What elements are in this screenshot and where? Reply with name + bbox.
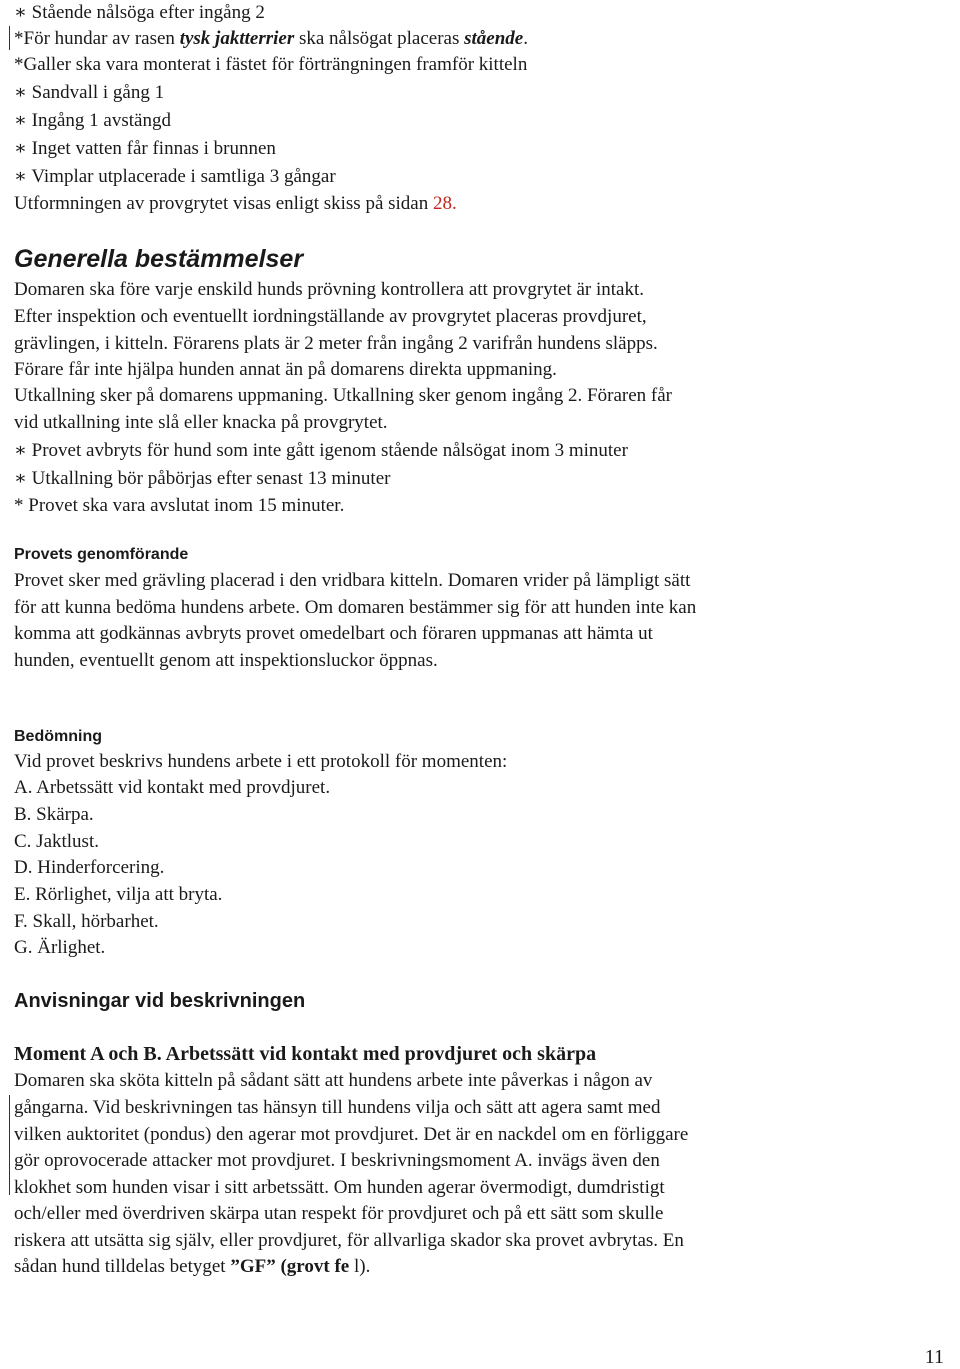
paragraph-line: gör oprovocerade attacker mot provdjuret. I beskrivningsmoment A. invägs även den xyxy=(14,1150,660,1171)
section-heading-instructions: Anvisningar vid beskrivningen xyxy=(14,990,306,1012)
subsection-heading: Moment A och B. Arbetssätt vid kontakt med provdjuret och skärpa xyxy=(14,1043,597,1065)
list-item: C. Jaktlust. xyxy=(14,831,99,852)
list-item: *Galler ska vara monterat i fästet för förträngningen framför kitteln xyxy=(14,54,528,75)
paragraph-line: för att kunna bedöma hundens arbete. Om domaren bestämmer sig för att hunden inte kan xyxy=(14,597,697,618)
list-item: A. Arbetssätt vid kontakt med provdjuret. xyxy=(14,777,331,798)
paragraph-line: Utformningen av provgrytet visas enligt skiss på sidan 28. xyxy=(14,193,457,214)
paragraph-line: grävlingen, i kitteln. Förarens plats är 2 meter från ingång 2 varifrån hundens släpps. xyxy=(14,333,658,354)
paragraph-line: Utkallning sker på domarens uppmaning. Utkallning sker genom ingång 2. Föraren får xyxy=(14,385,672,406)
paragraph-line: Efter inspektion och eventuellt iordningställande av provgrytet placeras provdjuret, xyxy=(14,306,647,327)
emphasis-standing: stående xyxy=(464,28,524,49)
paragraph-line: Vid provet beskrivs hundens arbete i ett protokoll för momenten: xyxy=(14,751,508,772)
list-item: * Provet ska vara avslutat inom 15 minuter. xyxy=(14,495,345,516)
paragraph-line: sådan hund tilldelas betyget ”GF” (grovt fe l). xyxy=(14,1256,371,1277)
change-bar-top xyxy=(9,26,10,50)
paragraph-line: Domaren ska före varje enskild hunds prövning kontrollera att provgrytet är intakt. xyxy=(14,279,644,300)
paragraph-line: och/eller med överdriven skärpa utan respekt för provdjuret och på ett sätt som skulle xyxy=(14,1203,664,1224)
page-reference-link[interactable]: 28. xyxy=(433,193,457,214)
paragraph-line: vid utkallning inte slå eller knacka på provgrytet. xyxy=(14,412,388,433)
list-item: B. Skärpa. xyxy=(14,804,94,825)
section-heading-execution: Provets genomförande xyxy=(14,546,189,563)
section-heading-general: Generella bestämmelser xyxy=(14,245,304,273)
paragraph-line: gångarna. Vid beskrivningen tas hänsyn till hundens vilja och sätt att agera samt med xyxy=(14,1097,661,1118)
list-item: ∗ Stående nålsöga efter ingång 2 xyxy=(14,2,265,23)
paragraph-line: Domaren ska sköta kitteln på sådant sätt att hundens arbete inte påverkas i någon av xyxy=(14,1070,653,1091)
list-item: E. Rörlighet, vilja att bryta. xyxy=(14,884,223,905)
change-bar-bottom xyxy=(9,1095,10,1195)
list-item: ∗ Provet avbryts för hund som inte gått igenom stående nålsögat inom 3 minuter xyxy=(14,440,628,461)
list-item: G. Ärlighet. xyxy=(14,937,106,958)
page-number: 11 xyxy=(924,1346,944,1368)
list-item: ∗ Ingång 1 avstängd xyxy=(14,110,171,131)
list-item: *För hundar av rasen tysk jaktterrier ska nålsögat placeras stående. xyxy=(14,28,528,49)
section-heading-assessment: Bedömning xyxy=(14,728,102,745)
list-item: ∗ Utkallning bör påbörjas efter senast 13 minuter xyxy=(14,468,391,489)
list-item: D. Hinderforcering. xyxy=(14,857,165,878)
list-item: ∗ Sandvall i gång 1 xyxy=(14,82,165,103)
list-item: ∗ Vimplar utplacerade i samtliga 3 gångar xyxy=(14,166,336,187)
paragraph-line: vilken auktoritet (pondus) den agerar mot provdjuret. Det är en nackdel om en förliggare xyxy=(14,1124,689,1145)
paragraph-line: Förare får inte hjälpa hunden annat än på domarens direkta uppmaning. xyxy=(14,359,557,380)
list-item: F. Skall, hörbarhet. xyxy=(14,911,159,932)
paragraph-line: Provet sker med grävling placerad i den vridbara kitteln. Domaren vrider på lämpligt sätt xyxy=(14,570,691,591)
paragraph-line: riskera att utsätta sig själv, eller provdjuret, för allvarliga skador ska provet avbrytas. En xyxy=(14,1230,684,1251)
list-item: ∗ Inget vatten får finnas i brunnen xyxy=(14,138,276,159)
paragraph-line: komma att godkännas avbryts provet omedelbart och föraren uppmanas att hämta ut xyxy=(14,623,653,644)
breed-name: tysk jaktterrier xyxy=(179,28,295,49)
grade-label: ”GF” (grovt fe xyxy=(230,1256,350,1277)
paragraph-line: hunden, eventuellt genom att inspektionsluckor öppnas. xyxy=(14,650,438,671)
paragraph-line: klokhet som hunden visar i sitt arbetssätt. Om hunden agerar övermodigt, dumdristigt xyxy=(14,1177,665,1198)
